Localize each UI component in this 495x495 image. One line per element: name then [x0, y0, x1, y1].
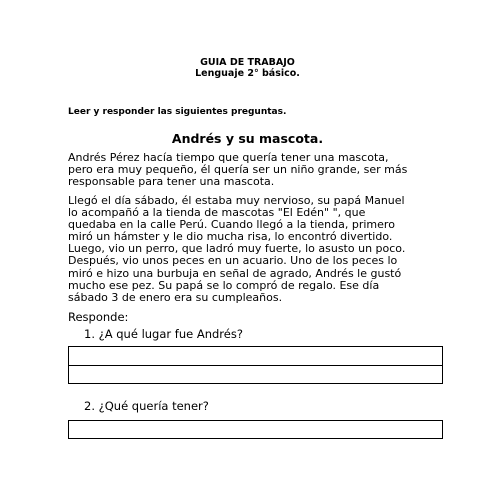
- paragraph-line: pero era muy pequeño, él quería ser un niño grande, ser más: [68, 163, 408, 177]
- responde-label: Responde:: [68, 310, 129, 324]
- paragraph-line: Andrés Pérez hacía tiempo que quería tener una mascota,: [68, 151, 389, 164]
- paragraph-line: lo acompañó a la tienda de mascotas "El Edén" ", que: [68, 206, 366, 220]
- question-2: 2. ¿Qué quería tener?: [84, 399, 209, 413]
- answer-box-2[interactable]: [68, 420, 443, 439]
- paragraph-line: miró e hizo una burbuja en señal de agrado, Andrés le gustó: [68, 266, 402, 280]
- instruction-text: Leer y responder las siguientes preguntas.: [68, 107, 287, 117]
- paragraph-line: Después, vio unos peces en un acuario. Uno de los peces lo: [68, 254, 398, 268]
- paragraph-line: Llegó el día sábado, él estaba muy nervioso, su papá Manuel: [68, 194, 405, 207]
- worksheet-subheading: Lenguaje 2° básico.: [195, 68, 300, 79]
- question-1: 1. ¿A qué lugar fue Andrés?: [84, 327, 243, 341]
- worksheet-heading: GUIA DE TRABAJO: [200, 57, 295, 68]
- answer-box-1-line-1[interactable]: [68, 346, 443, 366]
- story-paragraph-2: [68, 195, 443, 304]
- paragraph-line: quedaba en la calle Perú. Cuando llegó a la tienda, primero: [68, 218, 395, 232]
- paragraph-line: mucho ese pez. Su papá se lo compró de regalo. Ese día: [68, 278, 380, 292]
- paragraph-line: responsable para tener una mascota.: [68, 175, 275, 189]
- paragraph-line: miró un hámster y le dio mucha risa, lo encontró divertido.: [68, 230, 393, 244]
- paragraph-line: Luego, vio un perro, que ladró muy fuerte, lo asusto un poco.: [68, 242, 406, 256]
- story-paragraph-1: [68, 152, 443, 188]
- paragraph-line: sábado 3 de enero era su cumpleaños.: [68, 290, 283, 304]
- answer-box-1-line-2[interactable]: [68, 365, 443, 384]
- story-title: Andrés y su mascota.: [171, 131, 324, 146]
